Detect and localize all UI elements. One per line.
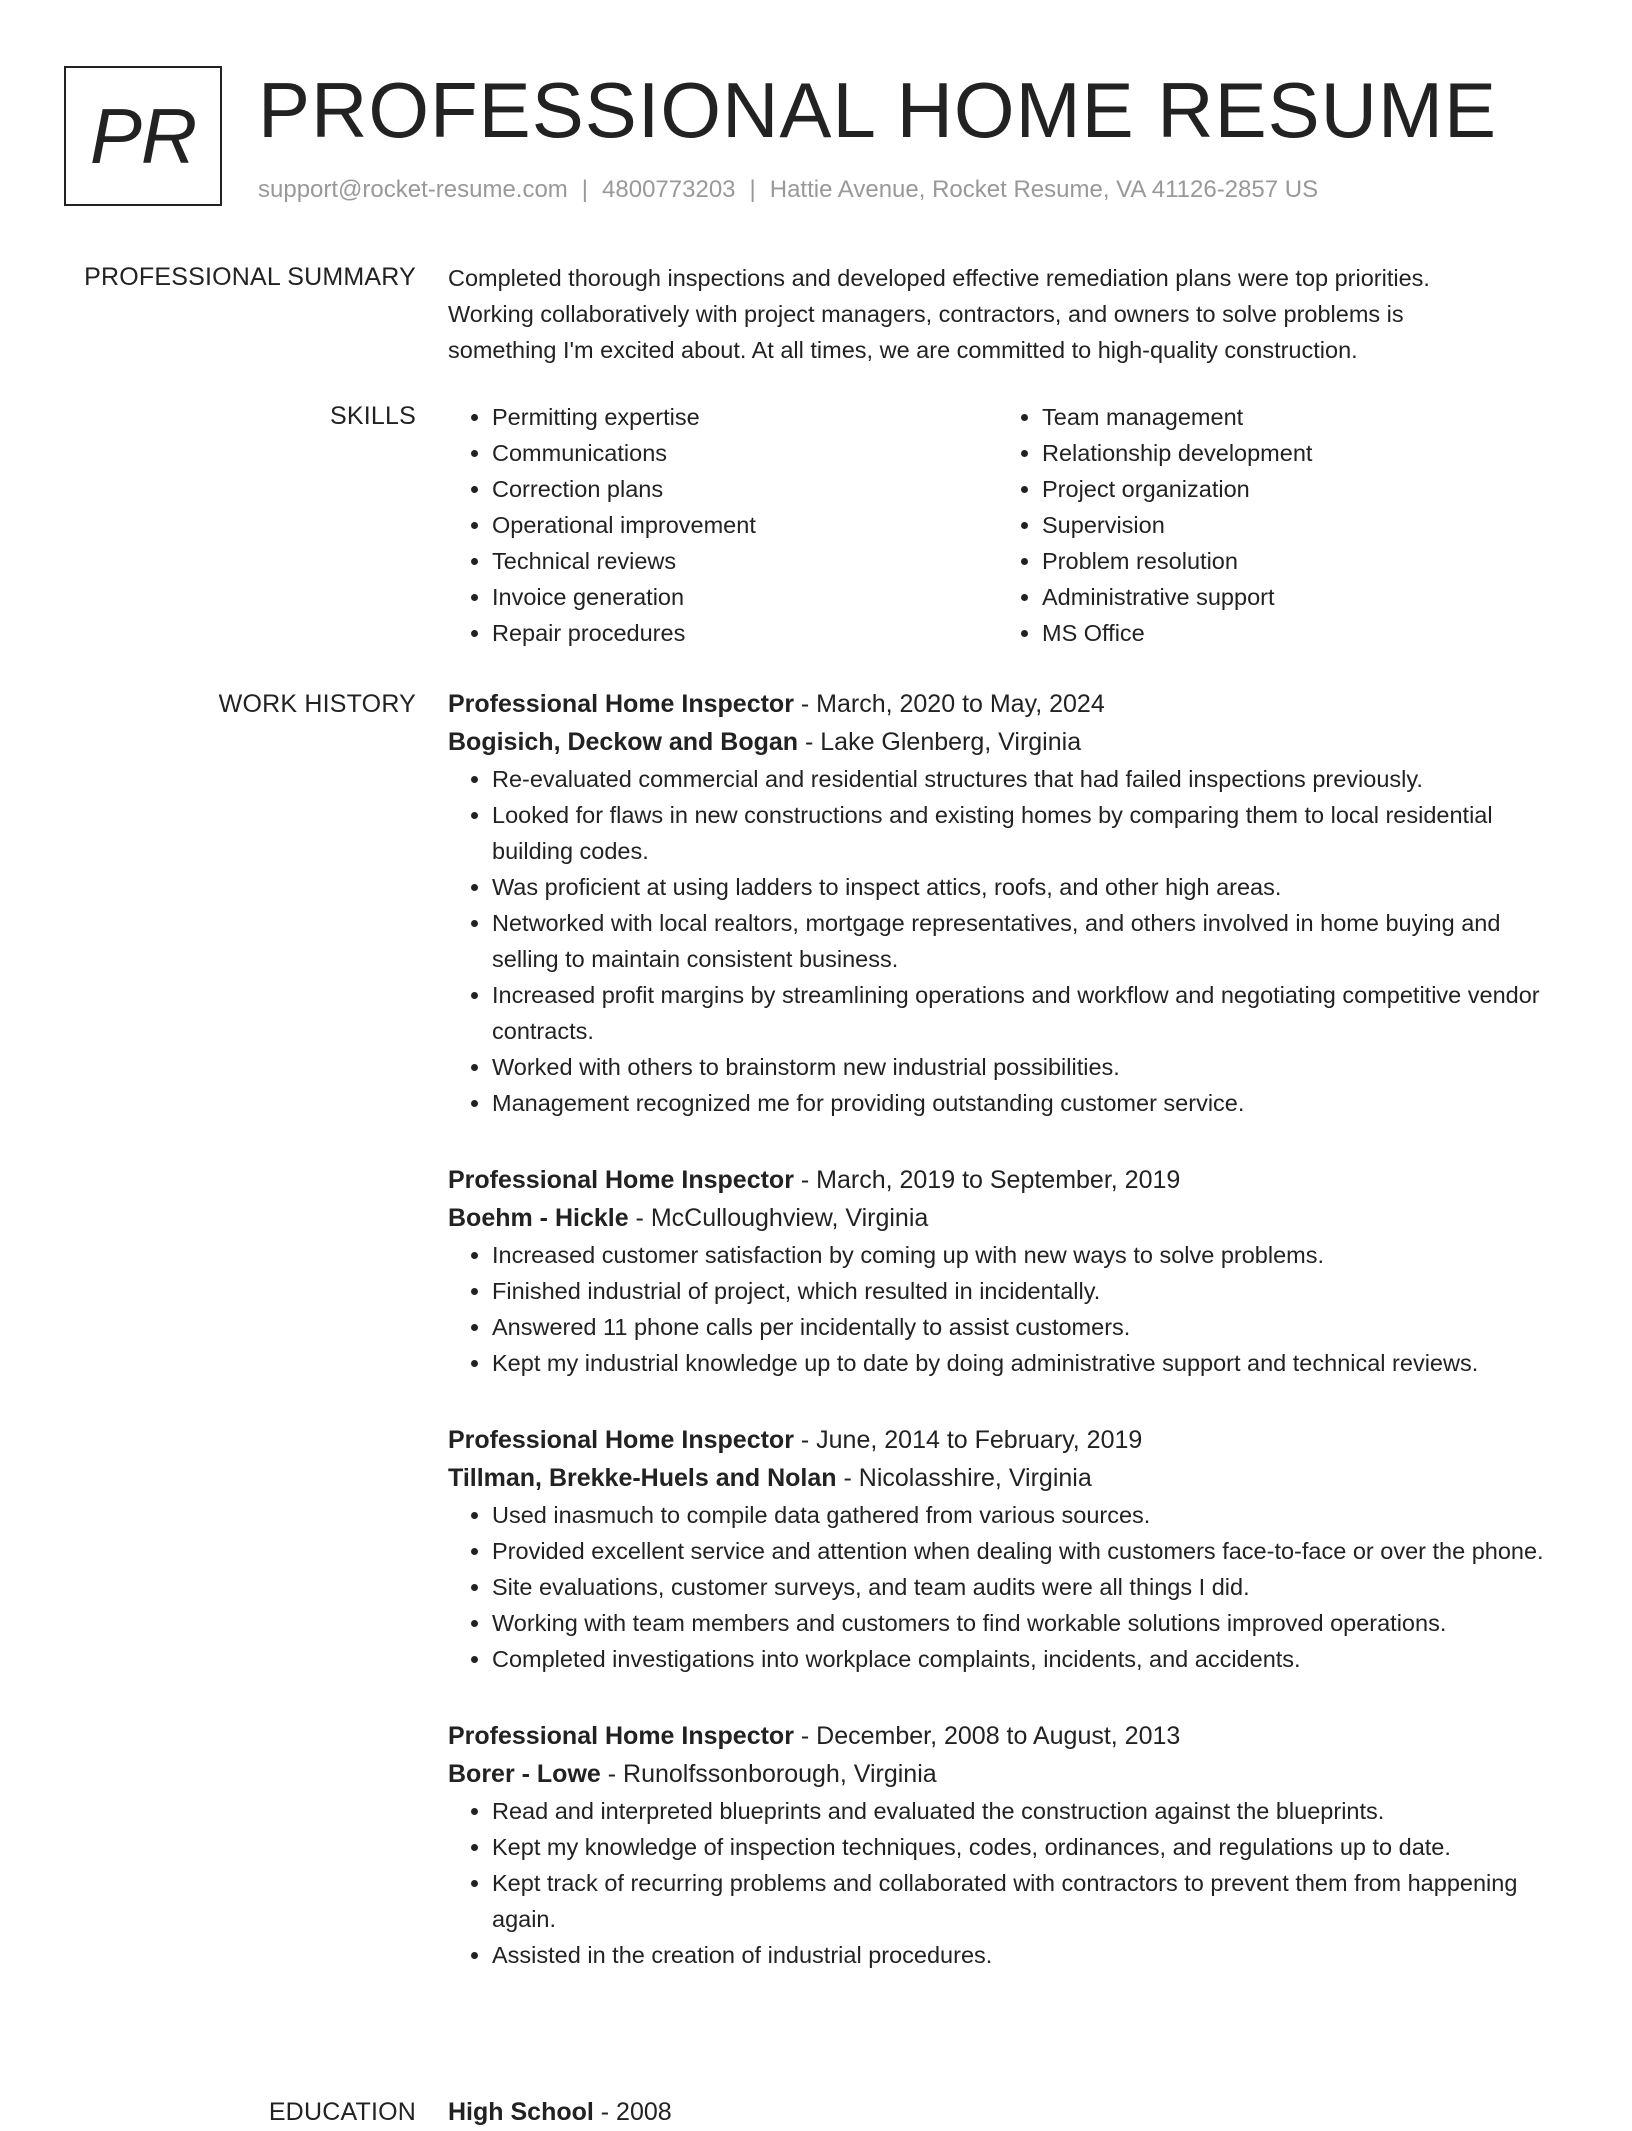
job-bullet: • Kept my industrial knowledge up to date by doing administrative support and technical reviews. — [492, 1345, 1568, 1381]
skill-item: • Communications — [492, 435, 998, 471]
job-bullets — [448, 761, 1568, 1121]
job-dates: - March, 2020 to May, 2024 — [793, 690, 1105, 718]
skill-item: • Relationship development — [1042, 435, 1548, 471]
job-bullet: • Re-evaluated commercial and residential structures that had failed inspections previously. — [492, 761, 1568, 797]
job-title-line — [448, 1421, 1568, 1459]
job-location: - Nicolasshire, Virginia — [836, 1464, 1092, 1492]
skill-item: • Correction plans — [492, 471, 998, 507]
skill-item: • Team management — [1042, 399, 1548, 435]
skill-item: • Operational improvement — [492, 507, 998, 543]
job-company: Tillman, Brekke-Huels and Nolan — [448, 1464, 837, 1492]
skill-item: • Administrative support — [1042, 579, 1548, 615]
skills-list-left — [448, 399, 998, 651]
skills-heading: SKILLS — [330, 402, 416, 430]
skill-item: • Project organization — [1042, 471, 1548, 507]
summary-text — [448, 260, 1568, 368]
job-company: Bogisich, Deckow and Bogan — [448, 728, 799, 756]
skill-item: • Supervision — [1042, 507, 1548, 543]
skills-list-right — [998, 399, 1548, 651]
job-dates: - June, 2014 to February, 2019 — [793, 1426, 1143, 1454]
contact-email: support@rocket-resume.com — [258, 176, 568, 203]
job-bullet: • Working with team members and customers to find workable solutions improved operations. — [492, 1605, 1568, 1641]
skill-item: • Technical reviews — [492, 543, 998, 579]
job-company: Boehm - Hickle — [448, 1204, 629, 1232]
job-dates: - March, 2019 to September, 2019 — [793, 1166, 1181, 1194]
job-bullets — [448, 1793, 1568, 1973]
job-bullet: • Assisted in the creation of industrial procedures. — [492, 1937, 1568, 1973]
job-location: - Lake Glenberg, Virginia — [798, 728, 1082, 756]
job-title: Professional Home Inspector — [448, 1166, 794, 1194]
job-bullet: • Kept track of recurring problems and collaborated with contractors to prevent them from happening again. — [492, 1865, 1568, 1937]
job-bullet: • Looked for flaws in new constructions and existing homes by comparing them to local residential building codes. — [492, 797, 1568, 869]
job-title: Professional Home Inspector — [448, 690, 794, 718]
contact-phone: 4800773203 — [602, 176, 736, 203]
job-bullet: • Management recognized me for providing outstanding customer service. — [492, 1085, 1568, 1121]
job-bullet: • Was proficient at using ladders to inspect attics, roofs, and other high areas. — [492, 869, 1568, 905]
job-bullet: • Completed investigations into workplace complaints, incidents, and accidents. — [492, 1641, 1568, 1677]
resume-title: PROFESSIONAL HOME RESUME — [258, 66, 1497, 154]
education-body — [448, 2093, 1568, 2131]
work-history-body — [448, 685, 1568, 2013]
skill-item: • Problem resolution — [1042, 543, 1548, 579]
education-year: - 2008 — [593, 2098, 672, 2126]
job-title: Professional Home Inspector — [448, 1426, 794, 1454]
skills-body — [448, 399, 1568, 651]
summary-line: Completed thorough inspections and developed effective remediation plans were top priorities. — [448, 265, 1430, 291]
education-line — [448, 2093, 1568, 2131]
job-entry — [448, 1161, 1568, 1381]
education-heading: EDUCATION — [268, 2098, 416, 2126]
job-bullet: • Increased customer satisfaction by coming up with new ways to solve problems. — [492, 1237, 1568, 1273]
job-bullet: • Kept my knowledge of inspection techniques, codes, ordinances, and regulations up to date. — [492, 1829, 1568, 1865]
job-entry — [448, 685, 1568, 1121]
contact-separator: | — [749, 176, 756, 203]
job-entry — [448, 1717, 1568, 1973]
job-title-line — [448, 685, 1568, 723]
job-bullet: • Worked with others to brainstorm new industrial possibilities. — [492, 1049, 1568, 1085]
skill-item: • MS Office — [1042, 615, 1548, 651]
contact-line — [258, 176, 1318, 204]
skill-item: • Invoice generation — [492, 579, 998, 615]
job-bullet: • Read and interpreted blueprints and evaluated the construction against the blueprints. — [492, 1793, 1568, 1829]
job-company-line — [448, 723, 1568, 761]
job-company: Borer - Lowe — [448, 1760, 601, 1788]
job-bullet: • Used inasmuch to compile data gathered from various sources. — [492, 1497, 1568, 1533]
summary-body — [448, 260, 1568, 368]
job-title-line — [448, 1717, 1568, 1755]
summary-heading: PROFESSIONAL SUMMARY — [84, 263, 416, 291]
resume-header — [64, 64, 1568, 214]
job-bullet: • Site evaluations, customer surveys, and team audits were all things I did. — [492, 1569, 1568, 1605]
job-company-line — [448, 1199, 1568, 1237]
contact-separator: | — [581, 176, 589, 203]
job-bullet: • Networked with local realtors, mortgage representatives, and others involved in home buying and selling to maintain consistent business. — [492, 905, 1568, 977]
job-bullet: • Answered 11 phone calls per incidentally to assist customers. — [492, 1309, 1568, 1345]
job-location: - McCulloughview, Virginia — [628, 1204, 929, 1232]
skill-item: • Permitting expertise — [492, 399, 998, 435]
work-history-heading: WORK HISTORY — [218, 690, 416, 718]
summary-line: something I'm excited about. At all times, we are committed to high-quality construction. — [448, 337, 1358, 363]
job-bullet: • Increased profit margins by streamlining operations and workflow and negotiating competitive vendor contracts. — [492, 977, 1568, 1049]
skill-item: • Repair procedures — [492, 615, 998, 651]
job-bullets — [448, 1237, 1568, 1381]
job-title-line — [448, 1161, 1568, 1199]
job-bullets — [448, 1497, 1568, 1677]
job-company-line — [448, 1755, 1568, 1793]
job-title: Professional Home Inspector — [448, 1722, 794, 1750]
job-location: - Runolfssonborough, Virginia — [600, 1760, 937, 1788]
contact-address: Hattie Avenue, Rocket Resume, VA 41126-2857 US — [769, 176, 1319, 203]
summary-line: Working collaboratively with project managers, contractors, and owners to solve problems is — [448, 301, 1404, 327]
job-entry — [448, 1421, 1568, 1677]
job-company-line — [448, 1459, 1568, 1497]
job-dates: - December, 2008 to August, 2013 — [793, 1722, 1181, 1750]
job-bullet: • Provided excellent service and attention when dealing with customers face-to-face or over the phone. — [492, 1533, 1568, 1569]
education-degree: High School — [448, 2098, 594, 2126]
job-bullet: • Finished industrial of project, which resulted in incidentally. — [492, 1273, 1568, 1309]
monogram-badge: PR — [64, 66, 222, 206]
